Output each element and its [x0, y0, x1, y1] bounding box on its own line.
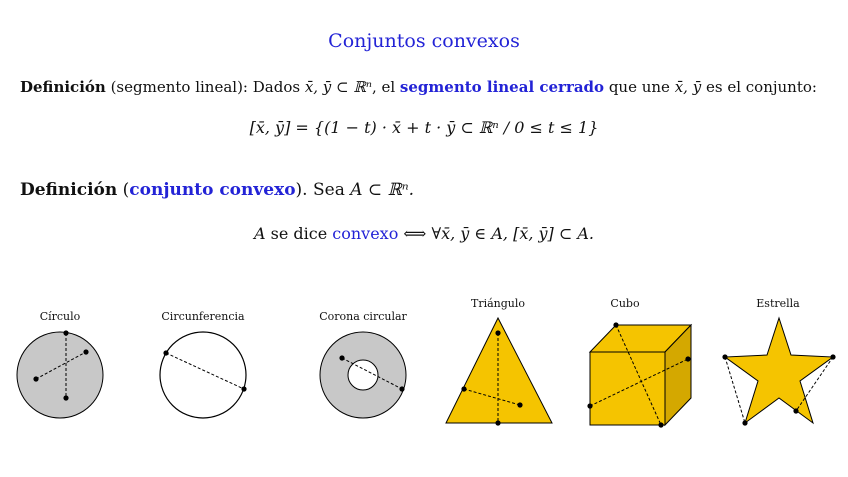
definition-vars: x̄, ȳ ⊂ ℝⁿ — [304, 78, 372, 96]
cube-icon — [587, 322, 691, 427]
triangle-icon — [446, 318, 552, 426]
definition-tail-2: es el conjunto: — [701, 78, 817, 96]
formula2-convexo: convexo — [332, 224, 399, 243]
definition2-head: Definición — [20, 180, 118, 200]
page-title: Conjuntos convexos — [328, 30, 520, 52]
definition-head: Definición — [20, 78, 106, 96]
label-cubo: Cubo — [610, 297, 640, 310]
segment-term: segmento lineal cerrado — [399, 78, 605, 96]
definition-paren: (segmento lineal): Dados — [105, 78, 305, 96]
label-triangulo: Triángulo — [470, 297, 526, 310]
definition2-close: ). Sea — [295, 180, 351, 200]
definition-tail: que une — [604, 78, 675, 96]
label-circulo: Círculo — [39, 310, 81, 323]
formula2-se: se dice — [265, 224, 333, 243]
circle-outline-icon — [160, 332, 247, 418]
label-corona: Corona circular — [319, 310, 407, 323]
definition-vars-2: x̄, ȳ — [674, 78, 702, 96]
annulus-icon — [320, 332, 406, 418]
definition2-set: A ⊂ ℝⁿ. — [350, 180, 414, 200]
label-circunferencia: Circunferencia — [161, 310, 245, 323]
label-estrella: Estrella — [756, 297, 800, 310]
formula2-rest: ⟺ ∀x̄, ȳ ∈ A, [x̄, ȳ] ⊂ A. — [398, 224, 595, 243]
formula2-a: A — [253, 224, 266, 243]
star-icon — [722, 318, 835, 426]
definition2-open: ( — [117, 180, 130, 200]
convex-term: conjunto convexo — [129, 180, 296, 200]
disk-icon — [17, 330, 103, 418]
segment-formula: [x̄, ȳ] = {(1 − t) · x̄ + t · ȳ ⊂ ℝⁿ / 0 ≤ t ≤ 1} — [249, 118, 599, 137]
definition-mid: , el — [371, 78, 400, 96]
